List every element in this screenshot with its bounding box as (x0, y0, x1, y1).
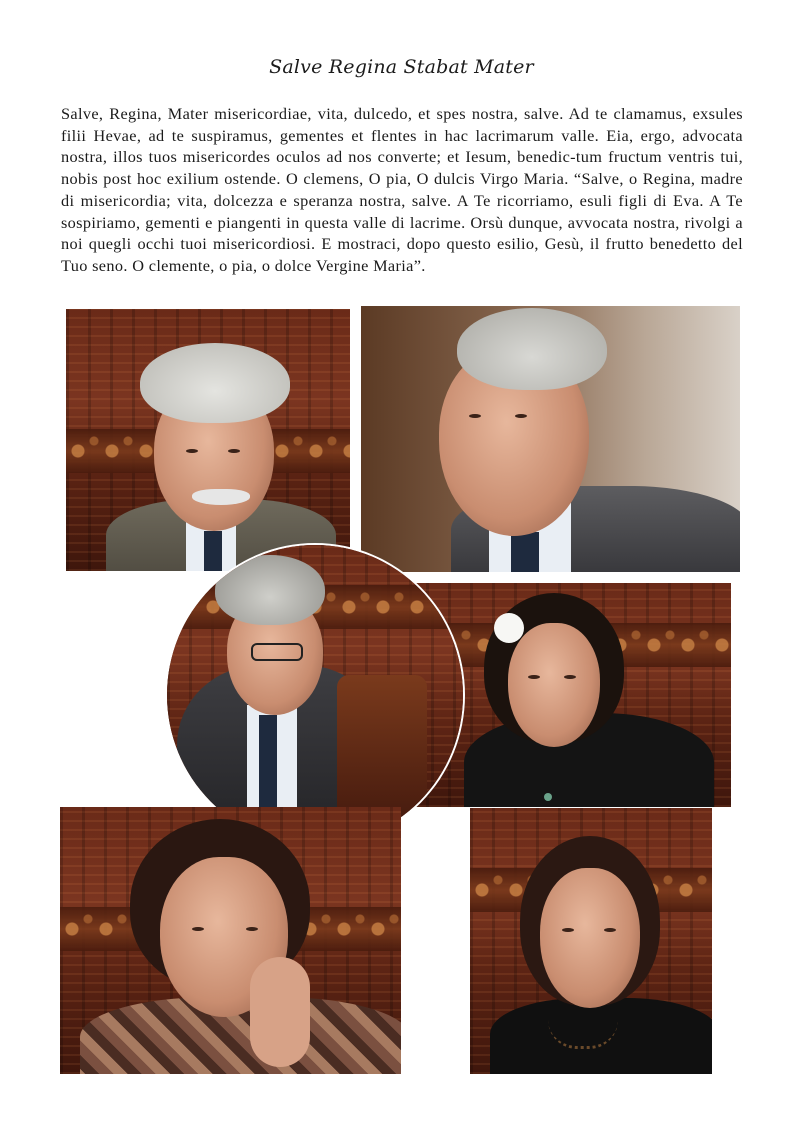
photo-woman-hand-chin (60, 807, 401, 1074)
photo-elderly-man (361, 306, 740, 572)
photo-man-glasses-circle (165, 543, 465, 847)
photo-man-mustache (66, 309, 350, 571)
page-title: Salve Regina Stabat Mater (269, 56, 534, 78)
photo-woman-necklace (470, 808, 712, 1074)
prayer-text: Salve, Regina, Mater misericordiae, vita, dulcedo, et spes nostra, salve. Ad te clamamus, exsules filii Hevae, ad te suspiramus, gementes et flentes in hac lacrimarum valle. Eia, ergo, advocata nostra, illos tuos misericordes oculos ad nos converte; et Iesum, benedic-tum fructum ventris tui, nobis post hoc exilium ostende. O clemens, O pia, O dulcis Virgo Maria. “Salve, o Regina, madre di misericordia; vita, dolcezza e speranza nostra, salve. A Te ricorriamo, esuli figli di Eva. A Te sospiriamo, gementi e piangenti in questa valle di lacrime. Orsù dunque, avvocata nostra, rivolgi a noi quegli occhi tuoi misericordiosi. E mostraci, dopo questo esilio, Gesù, il frutto benedetto del Tuo seno. O clemente, o pia, o dolce Vergine Maria”. (61, 104, 743, 275)
